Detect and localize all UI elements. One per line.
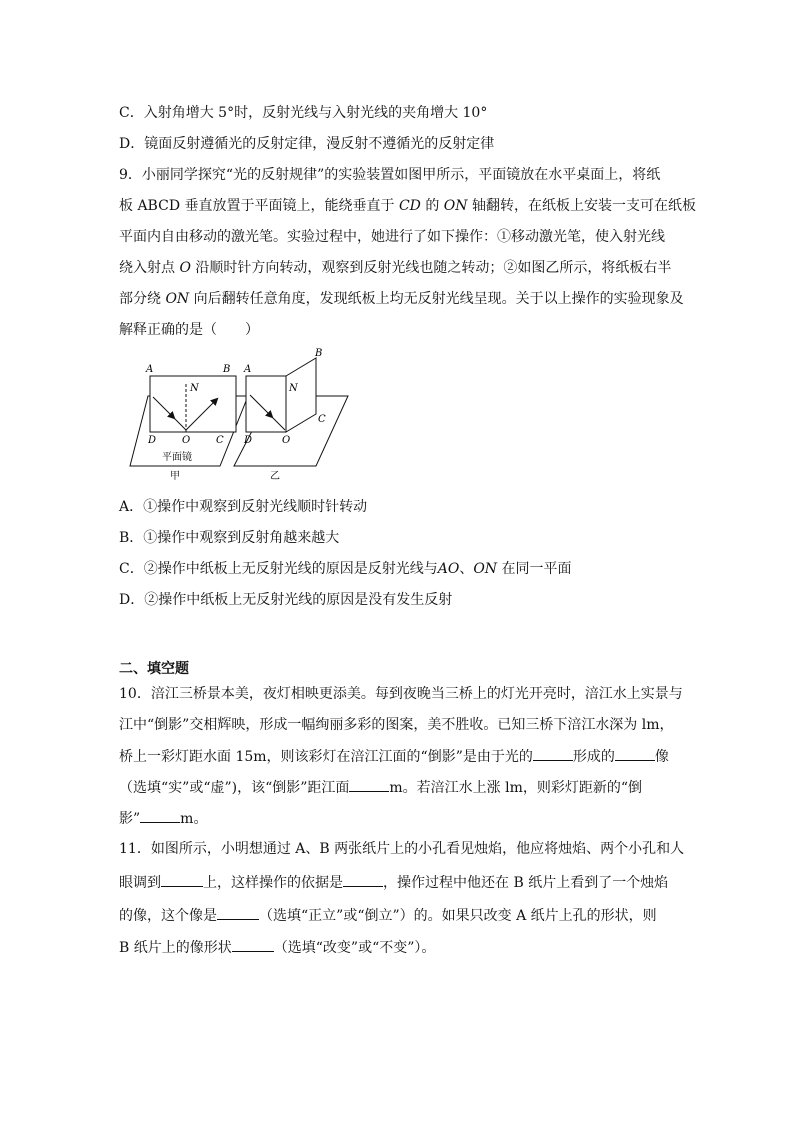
q9-text: 绕入射点	[119, 260, 180, 276]
figure-jia	[130, 364, 248, 482]
label-n: N	[190, 383, 199, 394]
label-c: C	[216, 435, 224, 446]
label-o: O	[182, 435, 191, 446]
q10-line-5	[119, 808, 207, 829]
q9-option-c	[119, 559, 572, 579]
q9-text: 、	[459, 561, 474, 577]
q9-option-b: B．①操作中观察到反射角越来越大	[119, 530, 340, 546]
label-yi: 乙	[270, 471, 280, 482]
q9-text: C．②操作中纸板上无反射光线的原因是反射光线与	[119, 561, 438, 577]
answer-blank[interactable]	[140, 808, 180, 823]
q10-line-3	[119, 746, 669, 767]
q9-symbol-on: ON	[165, 291, 190, 307]
label-c: C	[318, 414, 326, 425]
q10-text: （选填“实”或“虚”)，该“倒影”距江面	[119, 780, 350, 796]
answer-blank[interactable]	[232, 937, 274, 952]
q10-text: 形成的	[572, 749, 615, 765]
q11-line-2	[119, 872, 668, 893]
q9-stem-line-2	[119, 196, 696, 216]
q11-line-4	[119, 937, 435, 958]
q9-stem-line-4	[119, 258, 671, 278]
figure-yi	[234, 348, 348, 482]
q9-symbol-ao: AO	[437, 561, 460, 577]
q9-option-d: D．②操作中纸板上无反射光线的原因是没有发生反射	[119, 592, 453, 608]
q9-stem-line-5	[119, 289, 684, 309]
label-b: B	[315, 348, 323, 359]
q9-stem-line-1: 9．小丽同学探究“光的反射规律”的实验装置如图甲所示，平面镜放在水平桌面上，将纸	[119, 167, 661, 183]
q9-symbol-cd: CD	[398, 198, 421, 214]
answer-blank[interactable]	[615, 746, 655, 761]
q8-option-d: D．镜面反射遵循光的反射定律，漫反射不遵循光的反射定律	[119, 136, 495, 152]
q9-symbol-o: O	[179, 260, 191, 276]
answer-blank[interactable]	[217, 905, 259, 920]
paper-board-right-half-folded	[286, 358, 316, 432]
q11-text: ，操作过程中他还在 B 纸片上看到了一个烛焰	[383, 875, 669, 891]
q11-line-3	[119, 905, 657, 926]
label-o: O	[282, 435, 291, 446]
q9-text: 在同一平面	[497, 561, 572, 577]
label-b: B	[223, 364, 231, 375]
answer-blank[interactable]	[161, 872, 203, 887]
label-a: A	[244, 364, 252, 375]
q9-text: 板 ABCD 垂直放置于平面镜上，能绕垂直于	[119, 198, 399, 214]
q10-text: 桥上一彩灯距水面 15m，则该彩灯在涪江江面的“倒影”是由于光的	[119, 749, 533, 765]
q9-symbol-on: ON	[443, 198, 468, 214]
q11-text: B 纸片上的像形状	[119, 940, 232, 956]
q9-text: 部分绕	[119, 291, 166, 307]
answer-blank[interactable]	[349, 777, 389, 792]
q11-text: （选填“改变”或“不变”）。	[273, 940, 436, 956]
q9-option-a: A．①操作中观察到反射光线顺时针转动	[119, 499, 368, 515]
q11-text: 眼调到	[119, 875, 161, 891]
q10-line-4	[119, 777, 642, 798]
paper-board-left-half	[246, 376, 286, 432]
q10-text: 影”	[119, 811, 141, 827]
q9-stem-line-6: 解释正确的是（ ）	[119, 322, 259, 338]
reflection-experiment-figure	[120, 348, 360, 488]
label-a: A	[146, 364, 154, 375]
q8-option-c: C．入射角增大 5°时，反射光线与入射光线的夹角增大 10°	[119, 105, 488, 121]
q9-text: 向后翻转任意角度，发现纸板上均无反射光线呈现。关于以上操作的实验现象及	[189, 291, 684, 307]
q9-text: 的	[420, 198, 444, 214]
q10-text: m。	[180, 811, 208, 827]
q11-text: 上，这样操作的依据是	[203, 875, 343, 891]
label-n: N	[289, 383, 298, 394]
q9-text: 轴翻转，在纸板上安装一支可在纸板	[467, 198, 696, 214]
q10-line-2: 江中“倒影”交相辉映，形成一幅绚丽多彩的图案，美不胜收。已知三桥下涪江水深为 lm，	[119, 717, 674, 733]
label-mirror: 平面镜	[162, 452, 192, 463]
q11-line-1: 11．如图所示，小明想通过 A、B 两张纸片上的小孔看见烛焰，他应将烛焰、两个小孔和人	[119, 841, 685, 857]
section-heading-fill-in: 二、填空题	[119, 661, 189, 677]
label-d: D	[148, 435, 157, 446]
answer-blank[interactable]	[343, 872, 383, 887]
q9-stem-line-3: 平面内自由移动的激光笔。实验过程中，她进行了如下操作：①移动激光笔，使入射光线	[119, 229, 665, 245]
answer-blank[interactable]	[533, 746, 573, 761]
label-jia: 甲	[170, 471, 180, 482]
q11-text: （选填“正立”或“倒立”）的。如果只改变 A 纸片上孔的形状，则	[259, 908, 657, 924]
q9-text: 沿顺时针方向转动，观察到反射光线也随之转动；②如图乙所示，将纸板右半	[190, 260, 672, 276]
q11-text: 的像，这个像是	[119, 908, 217, 924]
q10-text: 像	[654, 749, 669, 765]
q10-text: m。若涪江水上涨 lm，则彩灯距新的“倒	[389, 780, 643, 796]
q9-symbol-on: ON	[473, 561, 498, 577]
label-d: D	[244, 435, 253, 446]
q10-line-1: 10．涪江三桥景本美，夜灯相映更添美。每到夜晚当三桥上的灯光开亮时，涪江水上实景与	[119, 686, 683, 702]
